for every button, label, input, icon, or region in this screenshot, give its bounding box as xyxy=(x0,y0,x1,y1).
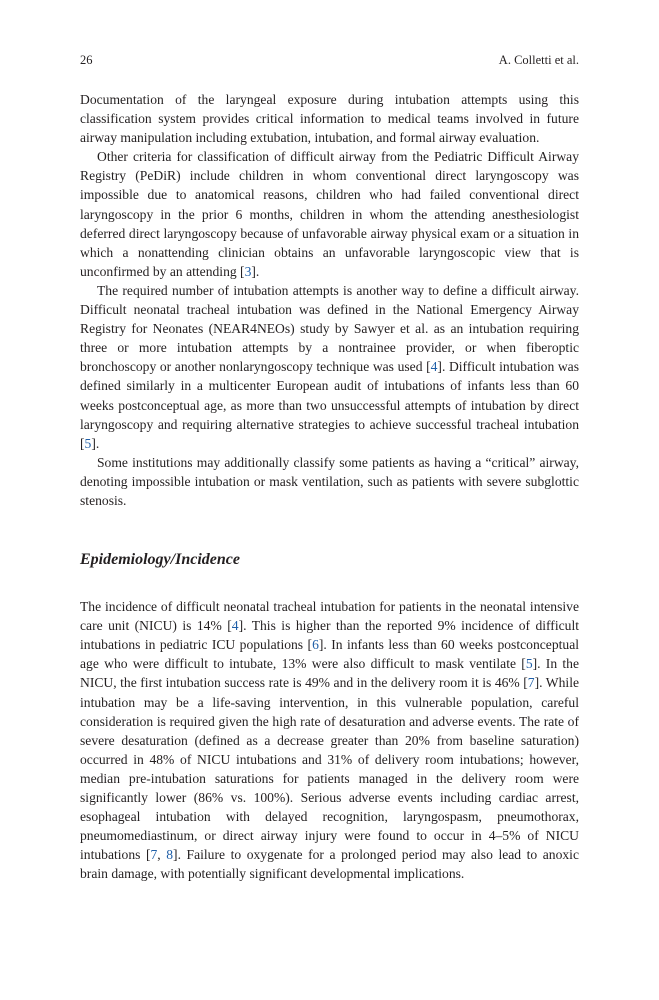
paragraph-text: , xyxy=(157,847,167,863)
citation-link[interactable]: 8 xyxy=(166,847,174,863)
citation-link[interactable]: 5 xyxy=(525,656,533,672)
paragraph-text: ]. xyxy=(91,435,100,451)
paragraph-text: ]. This is higher than the reported 9% incidence of difficult intubations in pediatric ICU populations [ xyxy=(80,618,579,653)
citation-link[interactable]: 3 xyxy=(244,263,252,279)
paragraph-text: The required number of intubation attempts is another way to define a difficult airway. Difficult neonatal tracheal intubation was defined in the National Emergency Airway Registry for Neonates (NEAR4NEOs) study by Sawyer et al. as an intubation requiring three or more intubation attempts by a nontrainee provider, or when fiberoptic bronchoscopy or another nonlaryngoscopy technique was used [ xyxy=(80,282,579,375)
paragraph-text: ]. xyxy=(251,263,260,279)
paragraph-text: The incidence of difficult neonatal tracheal intubation for patients in the neonatal intensive care unit (NICU) is 14% [ xyxy=(80,599,579,634)
paragraph-text: Documentation of the laryngeal exposure during intubation attempts using this classification system provides critical information to medical teams involved in future airway manipulation including extubation, intubation, and formal airway evaluation. xyxy=(80,92,579,146)
citation-link[interactable]: 7 xyxy=(527,675,535,691)
paragraph-intubation-attempts xyxy=(80,281,579,453)
paragraph-classification-documentation xyxy=(80,90,579,147)
paragraph-text: ]. Failure to oxygenate for a prolonged period may also lead to anoxic brain damage, with potentially significant developmental implications. xyxy=(80,847,579,882)
citation-link[interactable]: 6 xyxy=(312,637,319,653)
page-number: 26 xyxy=(80,53,93,67)
citation-link[interactable]: 4 xyxy=(231,618,239,634)
paragraph-text: ]. In the NICU, the first intubation success rate is 49% and in the delivery room it is 46% [ xyxy=(80,656,579,691)
citation-link[interactable]: 4 xyxy=(430,359,438,375)
paragraph-text: ]. While intubation may be a life-saving intervention, in this vulnerable population, careful consideration is required given the high rate of desaturation and adverse events. The rate of severe desaturation (defined as a decrease greater than 20% from baseline saturation) occurred in 48% of NICU intubations and 31% of delivery room intubations; however, median pre-intubation saturations for patients managed in the delivery room were significantly lower (86% vs. 100%). Serious adverse events including cardiac arrest, esophageal intubation with delayed recognition, laryngospasm, pneumothorax, pneumomediastinum, or direct airway injury were found to occur in 4–5% of NICU intubations [ xyxy=(80,675,580,863)
paragraph-critical-airway xyxy=(80,453,579,510)
paragraph-incidence xyxy=(80,597,579,883)
citation-link[interactable]: 5 xyxy=(84,435,92,451)
paragraph-text: Some institutions may additionally classify some patients as having a “critical” airway, denoting impossible intubation or mask ventilation, such as patients with severe subglottic stenosis. xyxy=(80,454,579,508)
section-heading: Epidemiology/Incidence xyxy=(80,551,240,569)
running-head-author: A. Colletti et al. xyxy=(498,53,579,67)
paragraph-text: ]. Difficult intubation was defined similarly in a multicenter European audit of intubations of infants less than 60 weeks postconceptual age, as more than two unsuccessful attempts of intubation by direct laryngoscopy and requiring alternative strategies to achieve successful tracheal intubation [ xyxy=(80,359,579,451)
body-text xyxy=(80,90,579,883)
paragraph-text: ]. In infants less than 60 weeks postconceptual age who were difficult to intubate, 13% were also difficult to mask ventilate [ xyxy=(80,637,580,672)
paragraph-text: Other criteria for classification of difficult airway from the Pediatric Difficult Airway Registry (PeDiR) include children in whom conventional direct laryngoscopy was impossible due to anatomical reasons, children who had failed conventional direct laryngoscopy in the prior 6 months, children in whom the attending anesthesiologist deferred direct laryngoscopy because of unfavorable airway physical exam or a situation in which a nonattending clinician obtains an unfavorable laryngoscopic view that is unconfirmed by an attending [ xyxy=(80,149,579,279)
paragraph-pedir-criteria xyxy=(80,147,579,281)
citation-link[interactable]: 7 xyxy=(150,847,158,863)
